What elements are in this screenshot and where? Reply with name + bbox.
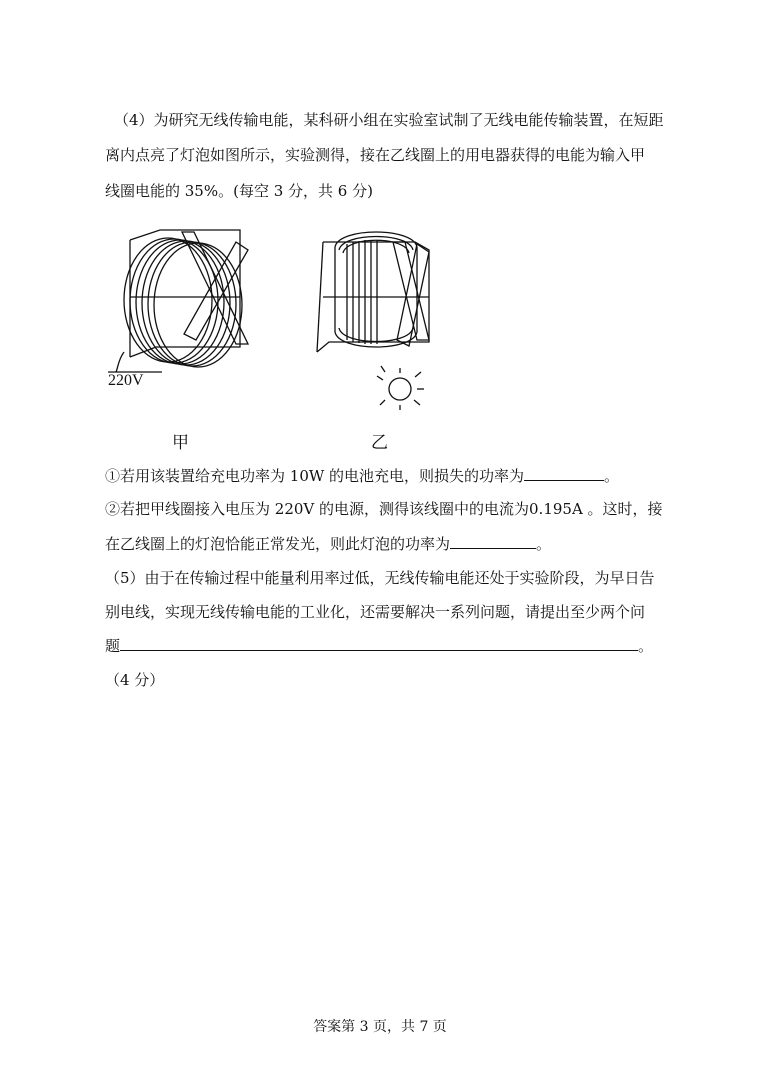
coil-yi-figure xyxy=(305,222,435,412)
subquestion-2-line2 xyxy=(105,534,551,554)
page-footer: 答案第 3 页，共 7 页 xyxy=(313,1019,447,1035)
figure-label-jia: 甲 xyxy=(172,433,189,453)
answer-blank-3[interactable] xyxy=(120,636,638,651)
answer-blank-2[interactable] xyxy=(450,534,536,549)
question5-score: （4 分） xyxy=(105,671,165,689)
subquestion-1 xyxy=(105,466,619,486)
question5-line1: （5）由于在传输过程中能量利用率过低，无线传输电能还处于实验阶段，为早日告 xyxy=(105,569,655,587)
answer-blank-1[interactable] xyxy=(524,466,604,481)
subquestion-2-end: 。 xyxy=(536,535,552,553)
subquestion-2-line1: ②若把甲线圈接入电压为 220V 的电源，测得该线圈中的电流为0.195A 。这时，接 xyxy=(105,500,663,518)
subquestion-1-text: ①若用该装置给充电功率为 10W 的电池充电，则损失的功率为 xyxy=(105,467,525,485)
question5-end: 。 xyxy=(638,637,654,655)
question5-line2: 别电线，实现无线传输电能的工业化，还需要解决一系列问题，请提出至少两个问 xyxy=(105,603,646,621)
subquestion-2-text: 在乙线圈上的灯泡恰能正常发光，则此灯泡的功率为 xyxy=(105,535,451,553)
question4-line1: （4）为研究无线传输电能，某科研小组在实验室试制了无线电能传输装置，在短距 xyxy=(114,111,664,129)
figure-label-yi: 乙 xyxy=(371,433,388,453)
coil-jia-figure xyxy=(100,222,260,392)
question5-text: 题 xyxy=(105,637,121,655)
question5-line3 xyxy=(105,636,653,656)
voltage-label: 220V xyxy=(108,372,144,389)
question4-line2: 离内点亮了灯泡如图所示，实验测得，接在乙线圈上的用电器获得的电能为输入甲 xyxy=(105,146,646,164)
question4-line3: 线圈电能的 35%。(每空 3 分，共 6 分) xyxy=(105,182,373,200)
subquestion-1-end: 。 xyxy=(604,467,620,485)
